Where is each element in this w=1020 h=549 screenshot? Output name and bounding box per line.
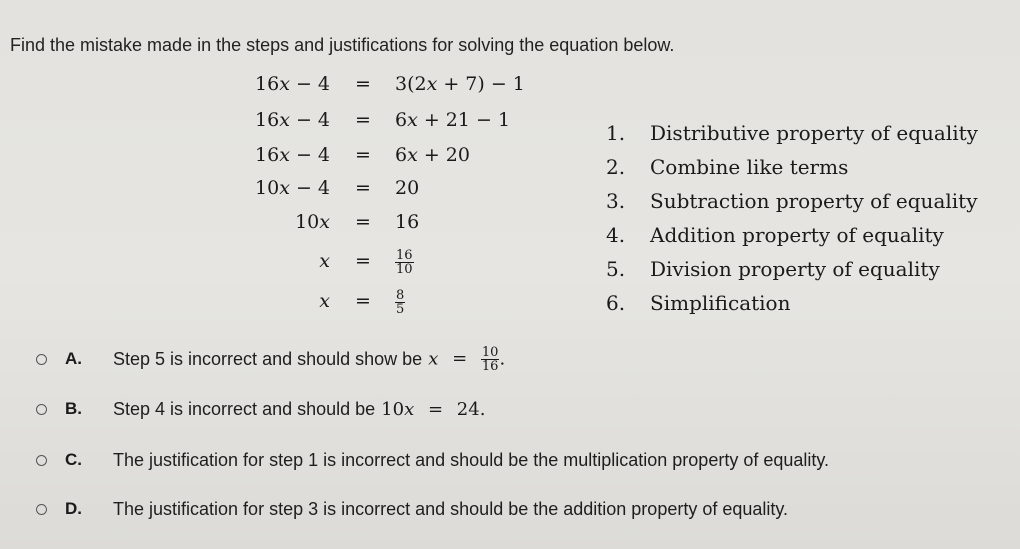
justification-item [606,184,978,218]
lhs-variable: x [279,177,290,199]
choice-text: The justification for step 1 is incorrect and should be the multiplication property of equality. [113,449,830,470]
rhs-value: 16 [395,211,420,233]
choice-letter: B. [65,399,82,418]
equals-sign: = [355,211,371,233]
lhs-coef: 10 [295,211,320,233]
equals-sign: = [355,73,371,95]
question-prompt: Find the mistake made in the steps and justifications for solving the equation below. [10,35,675,55]
choice-text: Step 4 is incorrect and should be [113,398,376,419]
justification-item [606,150,978,184]
equals-sign: = [355,290,371,312]
lhs-variable: x [279,144,290,166]
equation-step [230,70,570,98]
rhs-pre: 6 [395,144,408,166]
fraction [395,249,414,276]
radio-button[interactable] [36,354,47,365]
radio-button[interactable] [36,404,47,415]
lhs-coef: 10 [255,177,280,199]
rhs-post: + 21 − 1 [417,109,511,131]
justification-item [606,252,978,286]
lhs-rest: − 4 [289,73,330,95]
justification-text: Combine like terms [650,155,849,179]
lhs-coef: 16 [255,144,280,166]
math-period: . [479,398,486,420]
justification-list [606,116,978,320]
choice-letter: C. [65,450,82,469]
fraction [395,289,405,316]
lhs-rest: − 4 [289,144,330,166]
equation-step [230,287,570,315]
justification-text: Simplification [650,291,791,315]
choice-c[interactable] [36,445,829,475]
math-equals: = [427,398,444,420]
justification-number: 6. [606,291,626,315]
fraction-numerator: 16 [396,247,413,263]
lhs-variable: x [279,109,290,131]
math-coef: 10 [381,398,405,420]
lhs-coef: 16 [255,73,280,95]
lhs-rest: − 4 [289,177,330,199]
rhs-value: 20 [395,177,420,199]
radio-button[interactable] [36,504,47,515]
equation-step [230,208,570,236]
choice-text: Step 5 is incorrect and should show be [113,348,423,369]
choice-text: The justification for step 3 is incorrect and should be the addition property of equality. [113,498,789,519]
math-variable: x [404,398,415,420]
equals-sign: = [355,250,371,272]
math-value: 24 [456,398,480,420]
lhs-variable: x [319,290,330,312]
justification-number: 1. [606,121,626,145]
fraction [481,346,500,373]
choice-math [428,346,505,373]
math-period: . [499,348,506,369]
fraction-denominator: 5 [396,301,405,317]
lhs-variable: x [319,250,330,272]
equation-step [230,141,570,169]
math-equals: = [452,348,468,369]
justification-item [606,116,978,150]
radio-button[interactable] [36,455,47,466]
choice-d[interactable] [36,494,788,524]
lhs-coef: 16 [255,109,280,131]
lhs-rest: − 4 [289,109,330,131]
rhs-post: + 20 [417,144,470,166]
justification-number: 4. [606,223,626,247]
rhs-variable: x [407,109,418,131]
fraction-numerator: 8 [396,287,405,303]
rhs-variable: x [407,144,418,166]
justification-text: Addition property of equality [650,223,944,247]
fraction-numerator: 10 [481,344,499,360]
choice-b[interactable] [36,394,485,424]
rhs-post: + 7) − 1 [437,73,525,95]
choice-math [381,399,485,420]
equation-step [230,106,570,134]
rhs-pre: 3(2 [395,73,427,95]
equals-sign: = [355,109,371,131]
rhs-pre: 6 [395,109,408,131]
justification-number: 5. [606,257,626,281]
justification-item [606,218,978,252]
math-variable: x [428,348,439,369]
fraction-denominator: 10 [396,261,413,277]
equals-sign: = [355,144,371,166]
lhs-variable: x [319,211,330,233]
justification-text: Distributive property of equality [650,121,978,145]
lhs-variable: x [279,73,290,95]
justification-item [606,286,978,320]
rhs-variable: x [426,73,438,95]
fraction-denominator: 16 [481,358,499,374]
justification-number: 2. [606,155,626,179]
equation-step [230,247,570,275]
equals-sign: = [355,177,371,199]
choice-letter: A. [65,349,82,368]
justification-number: 3. [606,189,626,213]
choice-a[interactable] [36,344,505,374]
justification-text: Division property of equality [650,257,940,281]
choice-letter: D. [65,499,82,518]
justification-text: Subtraction property of equality [650,189,978,213]
equation-step [230,174,570,202]
